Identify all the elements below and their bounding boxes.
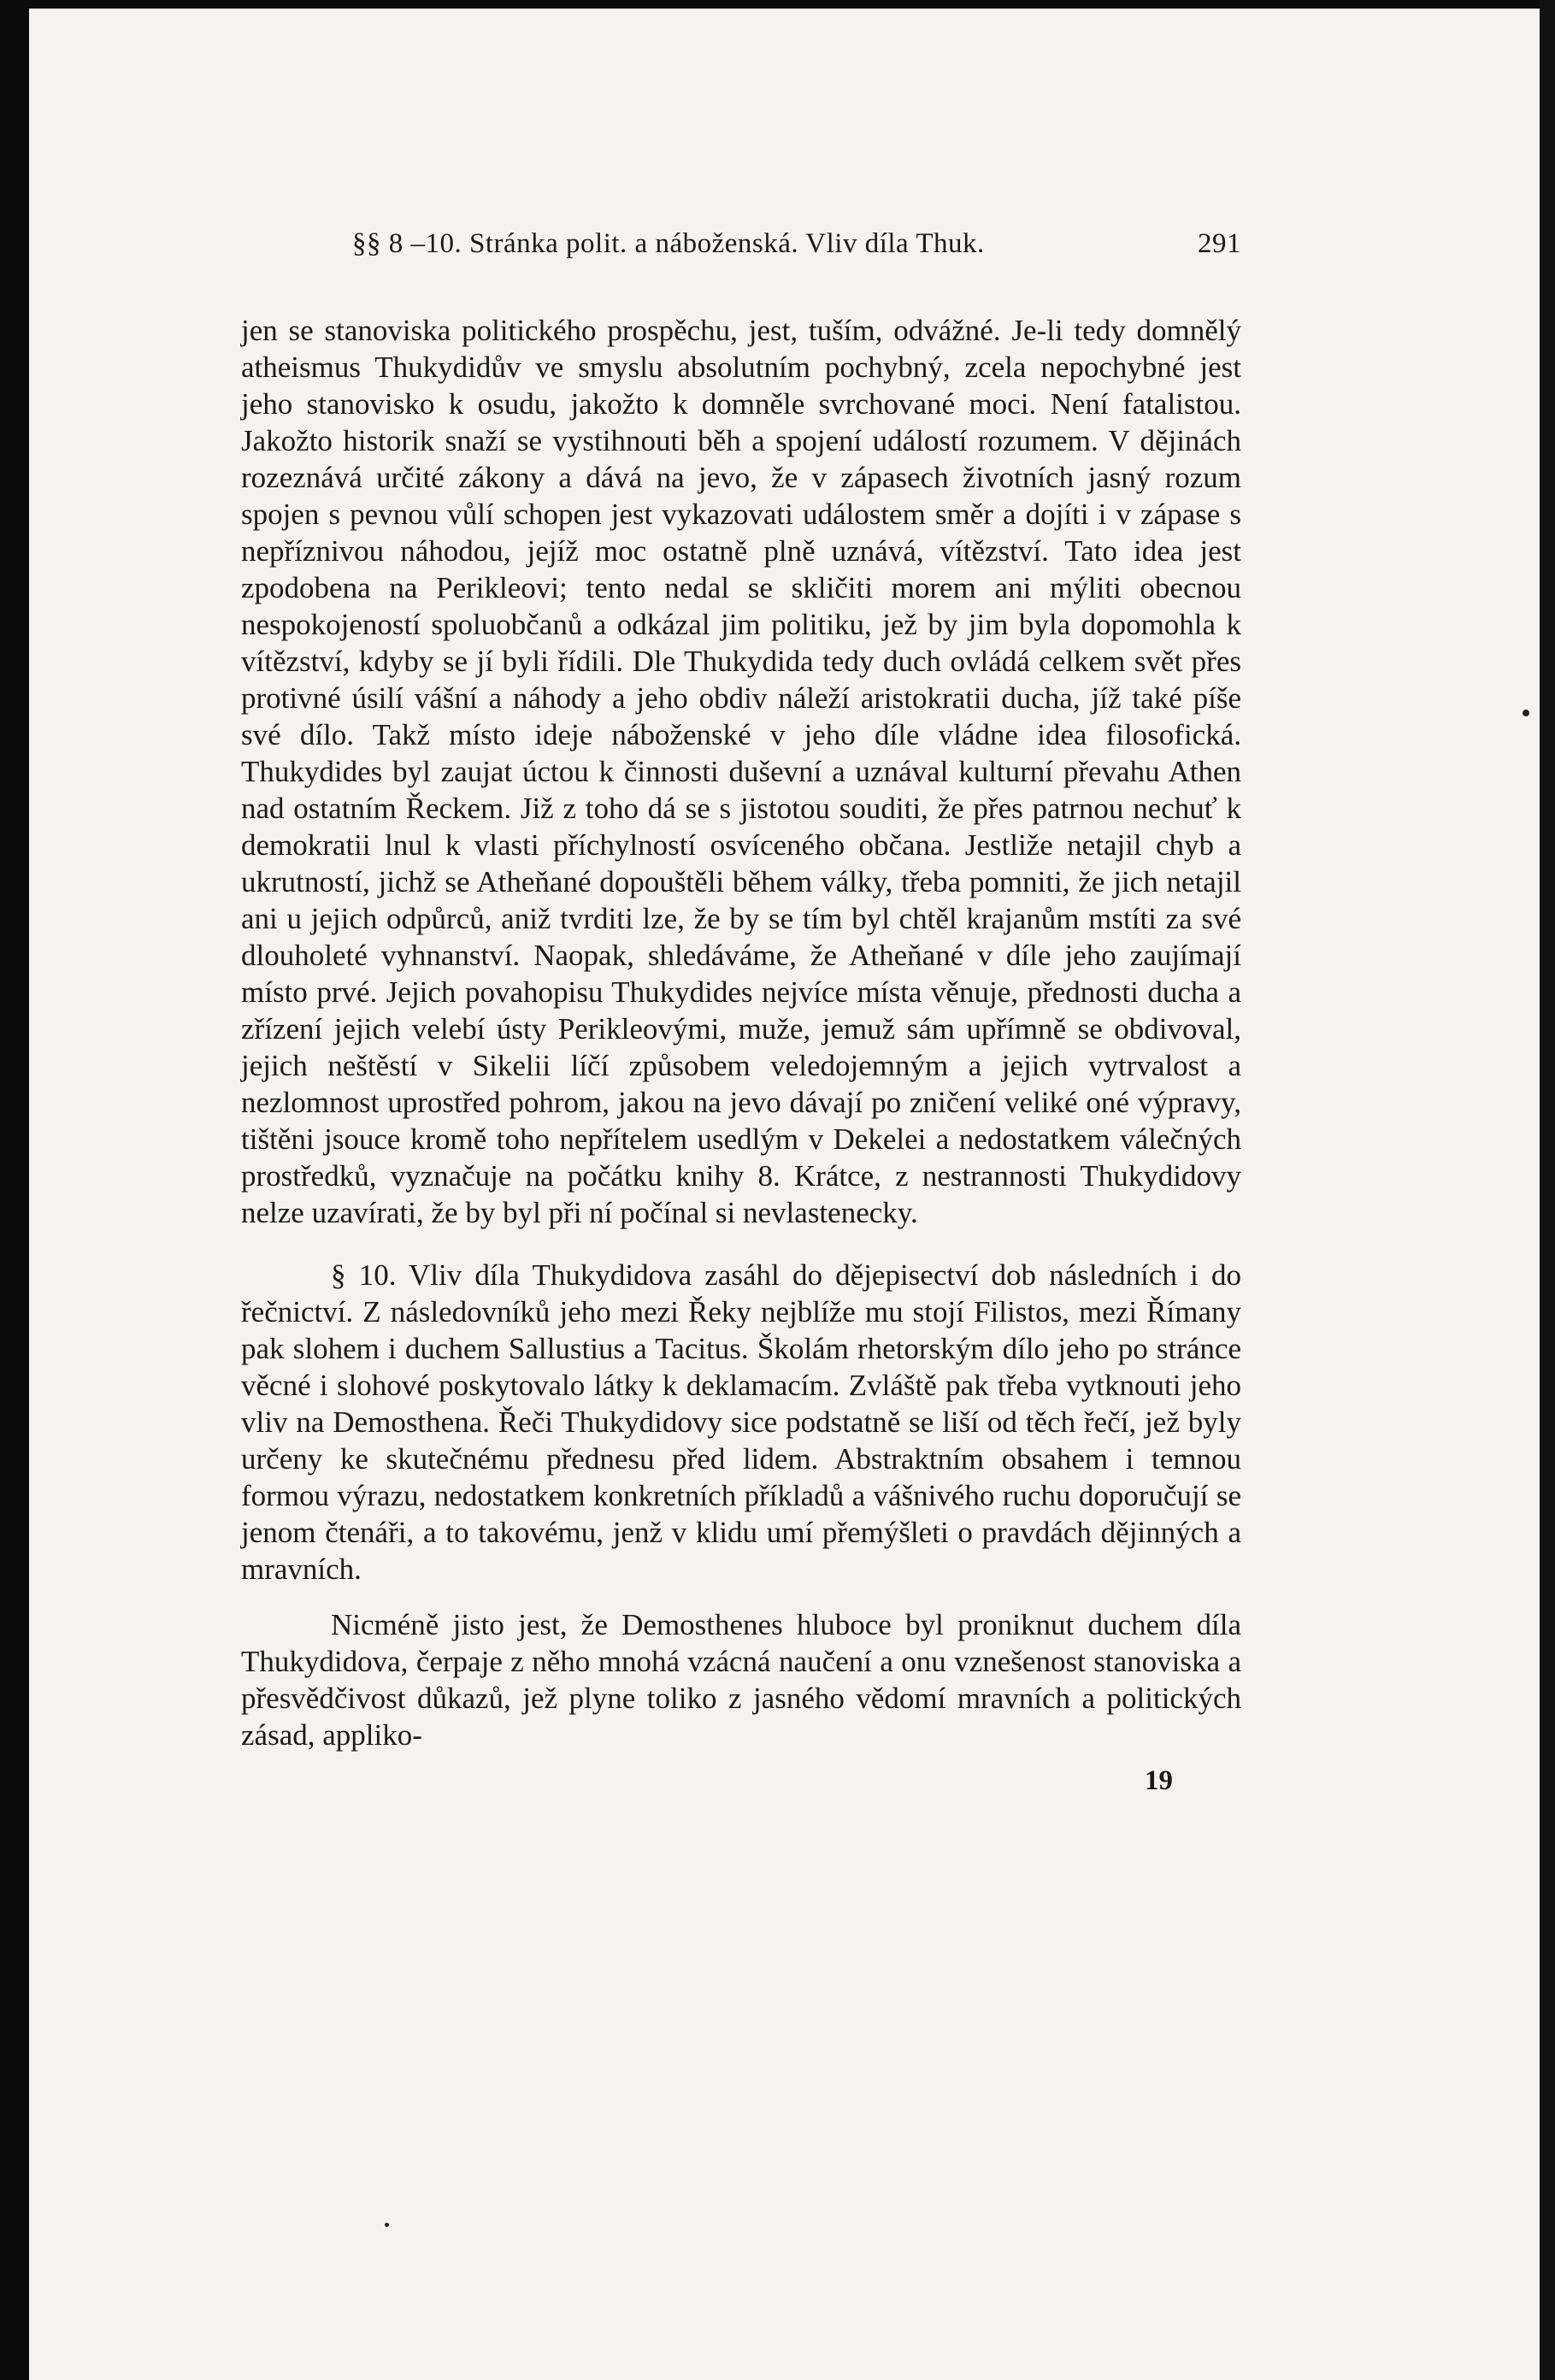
paragraph-continuation: jen se stanoviska politického prospěchu, jest, tuším, odvážné. Je-li tedy domnělý atheismus Thukydidův ve smyslu absolutním pochybný, zcela nepochybné jest jeho stanovisko k osudu, jakožto k domněle svrchované moci. Není fatalistou. Jakožto historik snaží se vystihnouti běh a spojení událostí rozumem. V dějinách rozeznává určité zákony a dává na jevo, že v zápasech životních jasný rozum spojen s pevnou vůlí schopen jest vykazovati událostem směr a dojíti i v zápase s nepříznivou náhodou, jejíž moc ostatně plně uznává, vítězství. Tato idea jest zpodobena na Perikleovi; tento nedal se skličiti morem ani mýliti obecnou nespokojeností spoluobčanů a odkázal jim politiku, jež by jim byla dopomohla k vítězství, kdyby se jí byli řídili. Dle Thukydida tedy duch ovládá celkem svět přes protivné úsilí vášní a náhody a jeho obdiv náleží aristokratii ducha, jíž také píše své dílo. Takž místo ideje náboženské v jeho díle vládne idea filosofická. Thukydides byl zaujat úctou k činnosti duševní a uznával kulturní převahu Athen nad ostatním Řeckem. Již z toho dá se s jistotou souditi, že přes patrnou nechuť k demokratii lnul k vlasti příchylností osvíceného občana. Jestliže netajil chyb a ukrutností, jichž se Atheňané dopouštěli během války, třeba pomniti, že jich netajil ani u jejich odpůrců, aniž tvrditi lze, že by se tím byl chtěl krajanům mstíti za své dlouholeté vyhnanství. Naopak, shledáváme, že Atheňané v díle jeho zaujímají místo prvé. Jejich povahopisu Thukydides nejvíce místa věnuje, přednosti ducha a zřízení jejich velebí ústy Perikleovými, muže, jemuž sám upřímně se obdivoval, jejich neštěstí v Sikelii líčí způsobem veledojemným a jejich vytrvalost a nezlomnost uprostřed pohrom, jakou na jevo dávají po zničení veliké oné výpravy, tištěni jsouce kromě toho nepřítelem usedlým v Dekelei a nedostatkem válečných prostředků, vyznačuje na počátku knihy 8. Krátce, z nestrannosti Thukydidovy nelze uzavírati, že by byl při ní počínal si nevlastenecky. — [241, 314, 1241, 1229]
paragraph-section-10: § 10. Vliv díla Thukydidova zasáhl do dějepisectví dob následních i do řečnictví. Z následovníků jeho mezi Řeky nejblíže mu stojí Filistos, mezi Římany pak slohem i duchem Sallustius a Tacitus. Školám rhetorským dílo jeho po stránce věcné i slohové poskytovalo látky k deklamacím. Zvláště pak třeba vytknouti jeho vliv na Demosthena. Řeči Thukydidovy sice podstatně se liší od těch řečí, jež byly určeny ke skutečnému přednesu před lidem. Abstraktním obsahem i temnou formou výrazu, nedostatkem konkretních příkladů a vášnivého ruchu doporučují se jenom čtenáři, a to takovému, jenž v klidu umí přemýšleti o pravdách dějinných a mravních. — [241, 1258, 1241, 1586]
scan-edge-left — [0, 0, 29, 2380]
book-page — [241, 218, 1241, 1797]
scan-edge-right — [1540, 0, 1555, 2380]
dust-speck — [1523, 710, 1529, 716]
running-head-title: §§ 8 –10. Stránka polit. a náboženská. Vliv díla Thuk. — [352, 228, 985, 259]
paragraph-demosthenes: Nicméně jisto jest, že Demosthenes hluboce byl proniknut duchem díla Thukydidova, čerpaje z něho mnohá vzácná naučení a onu vznešenost stanoviska a přesvědčivost důkazů, jež plyne toliko z jasného vědomí mravních a politických zásad, appliko- — [241, 1608, 1241, 1752]
printer-signature-mark: 19 — [1145, 1765, 1173, 1796]
scan-edge-top — [0, 0, 1555, 9]
body-text — [241, 312, 1241, 1753]
dust-speck — [385, 2223, 389, 2227]
running-head — [241, 218, 1241, 269]
page-number: 291 — [1198, 228, 1241, 259]
